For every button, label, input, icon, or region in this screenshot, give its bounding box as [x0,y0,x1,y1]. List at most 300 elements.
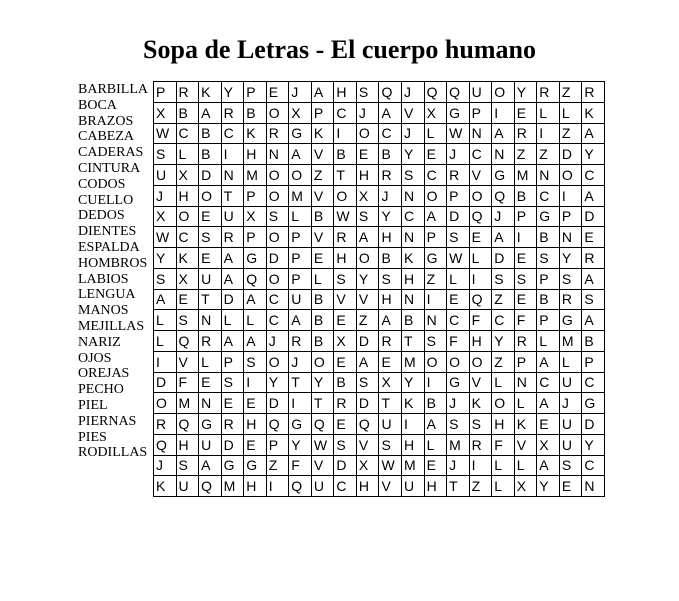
grid-cell: D [221,289,244,310]
grid-cell: M [402,351,425,372]
grid-cell: B [537,227,560,248]
grid-cell: Z [469,476,492,497]
grid-cell: E [176,289,199,310]
grid-cell: H [176,434,199,455]
grid-cell: K [311,123,334,144]
grid-cell: X [537,434,560,455]
grid-cell: C [447,310,470,331]
grid-cell: N [469,123,492,144]
grid-cell: G [492,165,515,186]
grid-cell: L [469,248,492,269]
grid-cell: E [334,351,357,372]
grid-cell: L [559,102,582,123]
grid-cell: R [176,82,199,103]
grid-cell: I [244,372,267,393]
grid-cell: Q [469,289,492,310]
grid-cell: H [492,414,515,435]
grid-row [154,144,605,165]
grid-cell: P [154,82,177,103]
grid-cell: Q [356,414,379,435]
grid-cell: E [514,289,537,310]
grid-cell: H [402,268,425,289]
grid-cell: V [311,144,334,165]
grid-cell: G [582,393,605,414]
grid-cell: Q [311,414,334,435]
grid-cell: Z [537,144,560,165]
grid-cell: L [447,268,470,289]
grid-cell: N [424,310,447,331]
grid-cell: C [176,123,199,144]
grid-cell: D [559,144,582,165]
grid-cell: C [537,372,560,393]
grid-cell: C [582,165,605,186]
grid-cell: T [402,331,425,352]
grid-cell: K [402,248,425,269]
word-list-item: OJOS [78,350,112,366]
word-list-item: CADERAS [78,145,144,161]
grid-cell: D [266,248,289,269]
grid-cell: R [266,123,289,144]
grid-cell: C [492,310,515,331]
grid-cell: D [582,206,605,227]
grid-cell: Y [537,476,560,497]
grid-cell: G [537,206,560,227]
grid-cell: I [266,476,289,497]
grid-cell: F [492,434,515,455]
grid-row [154,227,605,248]
grid-cell: F [469,310,492,331]
grid-cell: H [469,331,492,352]
grid-cell: K [176,248,199,269]
grid-row [154,206,605,227]
grid-cell: U [221,206,244,227]
grid-cell: B [537,289,560,310]
grid-cell: U [559,372,582,393]
grid-cell: O [492,82,515,103]
grid-cell: H [176,185,199,206]
word-list [78,82,148,461]
grid-cell: J [492,206,515,227]
grid-cell: C [334,476,357,497]
grid-cell: B [379,248,402,269]
grid-cell: C [176,227,199,248]
grid-cell: W [154,227,177,248]
grid-cell: H [379,289,402,310]
grid-cell: Q [492,185,515,206]
grid-cell: N [199,393,222,414]
grid-cell: X [334,331,357,352]
grid-cell: E [334,310,357,331]
grid-cell: X [176,268,199,289]
grid-cell: O [266,165,289,186]
grid-cell: S [356,82,379,103]
grid-cell: Y [402,372,425,393]
grid-cell: Y [559,248,582,269]
grid-cell: U [154,165,177,186]
grid-cell: L [154,310,177,331]
word-list-item: BRAZOS [78,113,134,129]
word-list-item: PIERNAS [78,413,137,429]
grid-cell: P [469,102,492,123]
word-list-item: ESPALDA [78,239,140,255]
grid-cell: P [447,185,470,206]
grid-cell: S [154,268,177,289]
grid-cell: A [379,102,402,123]
grid-cell: P [424,227,447,248]
grid-cell: L [424,434,447,455]
grid-cell: Z [492,351,515,372]
word-list-item: BOCA [78,97,117,113]
grid-cell: N [514,372,537,393]
grid-cell: D [356,393,379,414]
grid-cell: O [469,185,492,206]
grid-cell: Q [469,206,492,227]
grid-cell: V [356,289,379,310]
grid-cell: E [356,144,379,165]
grid-cell: V [311,227,334,248]
grid-cell: D [154,372,177,393]
grid-cell: L [514,455,537,476]
grid-cell: Z [559,82,582,103]
grid-cell: W [447,248,470,269]
grid-cell: O [176,206,199,227]
grid-cell: U [199,434,222,455]
grid-cell: I [424,289,447,310]
grid-cell: S [424,331,447,352]
grid-cell: Q [289,476,312,497]
grid-cell: H [244,414,267,435]
grid-cell: C [537,185,560,206]
grid-cell: R [379,165,402,186]
grid-cell: O [356,123,379,144]
grid-cell: S [379,268,402,289]
grid-cell: H [379,227,402,248]
grid-cell: R [514,331,537,352]
word-list-item: CABEZA [78,129,134,145]
grid-cell: S [559,455,582,476]
grid-row [154,289,605,310]
grid-cell: D [221,434,244,455]
grid-cell: L [221,310,244,331]
grid-cell: V [311,455,334,476]
grid-cell: W [334,206,357,227]
grid-cell: N [402,289,425,310]
grid-cell: U [402,476,425,497]
grid-cell: A [492,227,515,248]
grid-row [154,455,605,476]
grid-cell: A [244,331,267,352]
grid-cell: A [379,310,402,331]
grid-cell: I [424,372,447,393]
grid-cell: M [289,185,312,206]
grid-cell: A [221,331,244,352]
grid-cell: E [424,144,447,165]
grid-cell: S [559,268,582,289]
grid-cell: F [176,372,199,393]
word-list-item: LABIOS [78,271,129,287]
grid-cell: B [311,331,334,352]
grid-cell: A [537,455,560,476]
grid-cell: A [154,289,177,310]
grid-cell: C [402,206,425,227]
grid-cell: I [492,102,515,123]
grid-cell: B [424,393,447,414]
grid-cell: R [537,82,560,103]
grid-cell: S [199,227,222,248]
grid-cell: W [154,123,177,144]
grid-cell: X [176,165,199,186]
grid-cell: O [266,102,289,123]
grid-cell: Y [514,82,537,103]
grid-cell: H [334,248,357,269]
grid-cell: A [221,248,244,269]
grid-cell: R [469,434,492,455]
grid-cell: K [199,82,222,103]
grid-cell: X [289,102,312,123]
grid-cell: E [334,414,357,435]
grid-cell: T [447,476,470,497]
grid-cell: A [424,206,447,227]
grid-cell: T [221,185,244,206]
grid-cell: Y [221,82,244,103]
grid-cell: P [244,82,267,103]
grid-cell: X [424,102,447,123]
grid-cell: I [289,393,312,414]
grid-cell: Y [582,434,605,455]
grid-cell: I [537,123,560,144]
grid-cell: R [221,227,244,248]
grid-cell: J [289,351,312,372]
grid-cell: Q [199,476,222,497]
grid-cell: K [469,393,492,414]
grid-cell: N [221,165,244,186]
word-list-item: CINTURA [78,160,141,176]
grid-row [154,351,605,372]
grid-cell: Y [266,372,289,393]
grid-cell: Z [311,165,334,186]
grid-cell: Y [356,268,379,289]
grid-cell: J [154,455,177,476]
grid-cell: R [154,414,177,435]
grid-cell: O [424,351,447,372]
grid-cell: V [356,434,379,455]
grid-cell: N [199,310,222,331]
grid-cell: G [289,414,312,435]
grid-cell: D [199,165,222,186]
grid-cell: B [402,310,425,331]
grid-cell: R [582,248,605,269]
grid-cell: S [447,414,470,435]
grid-cell: O [266,351,289,372]
grid-cell: I [514,227,537,248]
grid-cell: L [537,331,560,352]
grid-cell: J [266,331,289,352]
grid-cell: G [244,248,267,269]
grid-cell: P [311,102,334,123]
grid-cell: E [537,414,560,435]
grid-cell: G [289,123,312,144]
page-title: Sopa de Letras - El cuerpo humano [143,35,536,64]
grid-cell: A [537,393,560,414]
grid-cell: Y [582,144,605,165]
grid-cell: V [402,102,425,123]
grid-cell: N [537,165,560,186]
grid-cell: H [356,476,379,497]
grid-cell: A [356,351,379,372]
grid-cell: A [289,144,312,165]
grid-cell: H [402,434,425,455]
grid-cell: L [199,351,222,372]
grid-cell: E [424,455,447,476]
grid-cell: Q [244,268,267,289]
grid-row [154,82,605,103]
grid-cell: D [582,414,605,435]
grid-cell: Y [379,206,402,227]
grid-cell: L [514,393,537,414]
grid-cell: I [469,455,492,476]
grid-cell: P [559,206,582,227]
grid-cell: Y [154,248,177,269]
grid-row [154,372,605,393]
grid-cell: L [244,310,267,331]
grid-cell: I [469,268,492,289]
grid-cell: E [199,372,222,393]
grid-cell: E [514,248,537,269]
grid-cell: N [402,227,425,248]
grid-cell: S [492,268,515,289]
grid-cell: L [559,351,582,372]
grid-cell: M [514,165,537,186]
grid-cell: O [266,185,289,206]
grid-cell: N [582,476,605,497]
grid-cell: A [244,289,267,310]
grid-cell: B [379,144,402,165]
grid-cell: V [469,165,492,186]
grid-cell: S [514,268,537,289]
grid-cell: Z [492,289,515,310]
grid-cell: A [221,268,244,289]
grid-cell: A [356,227,379,248]
grid-cell: K [402,393,425,414]
grid-cell: Z [559,123,582,144]
grid-cell: U [289,289,312,310]
grid-cell: O [334,185,357,206]
grid-cell: N [559,227,582,248]
word-list-item: PIEL [78,397,108,413]
grid-cell: S [379,434,402,455]
word-list-item: NARIZ [78,334,121,350]
grid-cell: T [199,289,222,310]
grid-cell: G [559,310,582,331]
word-list-item: CUELLO [78,192,134,208]
grid-cell: R [334,393,357,414]
word-list-item: RODILLAS [78,445,148,461]
word-list-item: BARBILLA [78,82,148,97]
grid-cell: R [334,227,357,248]
grid-cell: C [266,310,289,331]
grid-cell: Z [356,310,379,331]
grid-cell: O [469,351,492,372]
grid-cell: B [176,102,199,123]
grid-cell: X [356,185,379,206]
grid-cell: M [447,434,470,455]
grid-row [154,185,605,206]
grid-cell: O [356,248,379,269]
word-list-item: MEJILLAS [78,318,145,334]
grid-cell: Z [424,268,447,289]
grid-cell: N [492,144,515,165]
grid-cell: J [154,185,177,206]
grid-cell: J [447,393,470,414]
grid-cell: D [356,331,379,352]
grid-cell: S [356,206,379,227]
grid-cell: P [514,351,537,372]
grid-cell: B [199,144,222,165]
grid-row [154,414,605,435]
grid-cell: U [176,476,199,497]
grid-cell: M [244,165,267,186]
grid-cell: E [244,393,267,414]
grid-cell: O [492,393,515,414]
grid-cell: S [266,206,289,227]
grid-cell: W [379,455,402,476]
grid-cell: N [266,144,289,165]
grid-cell: L [424,123,447,144]
grid-cell: C [469,144,492,165]
grid-cell: A [424,414,447,435]
grid-row [154,102,605,123]
grid-cell: H [334,82,357,103]
grid-cell: R [582,82,605,103]
grid-cell: L [176,144,199,165]
grid-cell: H [356,165,379,186]
grid-cell: G [199,414,222,435]
grid-row [154,123,605,144]
grid-cell: S [176,310,199,331]
word-list-item: DIENTES [78,224,137,240]
grid-cell: Y [311,372,334,393]
grid-cell: O [289,165,312,186]
grid-cell: T [334,165,357,186]
grid-cell: E [469,227,492,248]
grid-cell: S [402,165,425,186]
grid-cell: J [402,123,425,144]
grid-cell: A [582,185,605,206]
grid-cell: S [356,372,379,393]
grid-cell: E [582,227,605,248]
grid-cell: P [514,206,537,227]
grid-cell: G [244,455,267,476]
grid-cell: J [379,185,402,206]
grid-cell: T [379,393,402,414]
grid-cell: M [221,476,244,497]
grid-cell: T [311,393,334,414]
grid-cell: S [537,248,560,269]
grid-cell: F [447,331,470,352]
grid-cell: O [559,165,582,186]
grid-cell: X [154,206,177,227]
grid-cell: U [379,414,402,435]
grid-cell: V [469,372,492,393]
grid-row [154,165,605,186]
grid-cell: M [402,455,425,476]
grid-cell: P [582,351,605,372]
grid-cell: S [221,372,244,393]
grid-cell: B [334,144,357,165]
grid-cell: A [199,455,222,476]
grid-cell: C [334,102,357,123]
grid-cell: E [379,351,402,372]
